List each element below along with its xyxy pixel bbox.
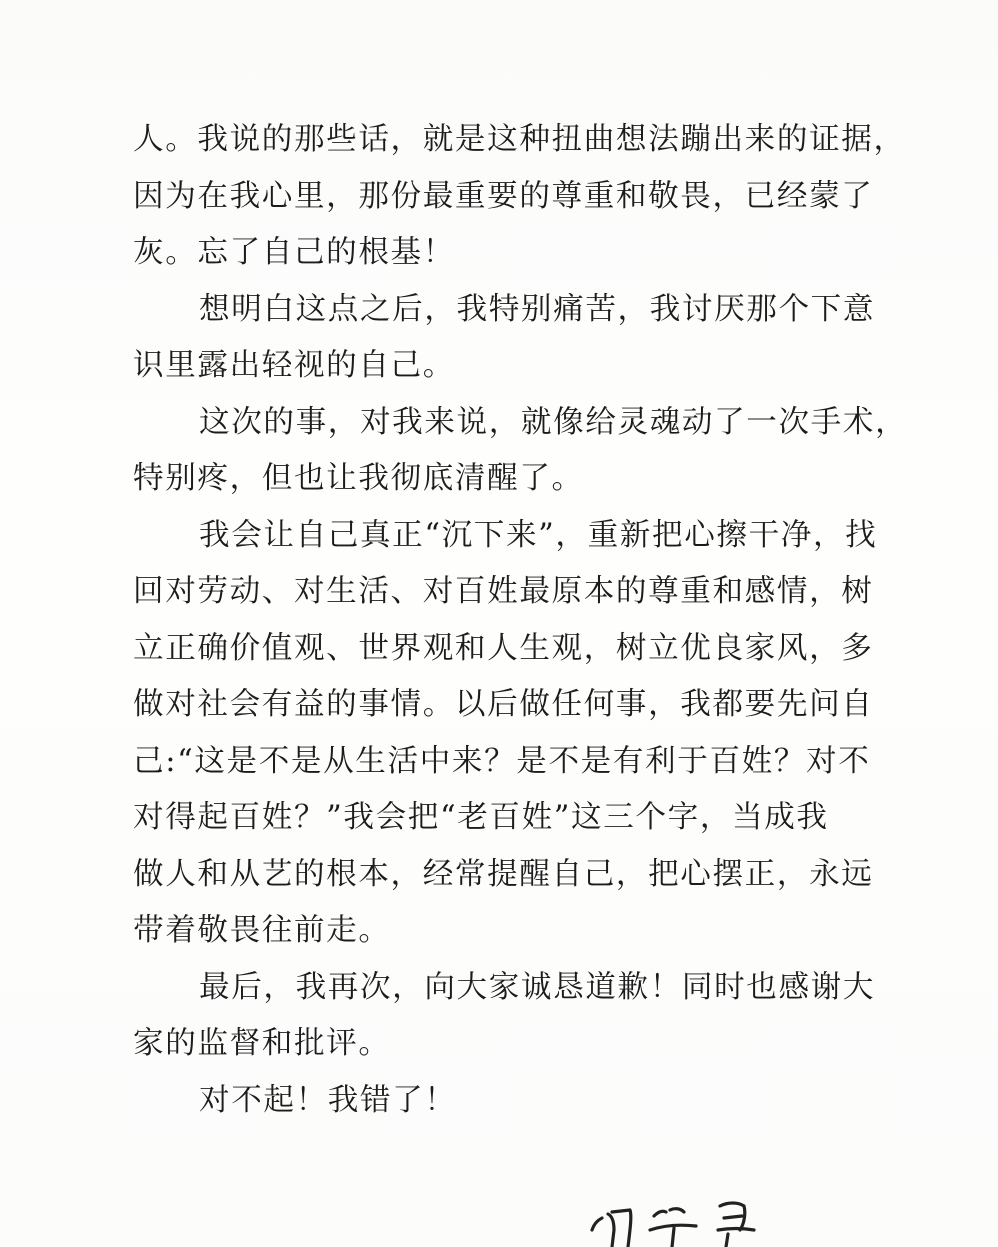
text-line: 带着敬畏往前走。 <box>133 913 391 948</box>
paragraph-start-line: 这次的事，对我来说，就像给灵魂动了一次手术， <box>199 404 908 440</box>
text-line: 做对社会有益的事情。以后做任何事，我都要先问自 <box>133 687 874 722</box>
text-line: 识里露出轻视的自己。 <box>133 348 455 383</box>
closing-line: 对不起！我错了！ <box>199 1082 457 1118</box>
paragraph-start-line: 我会让自己真正“沉下来”，重新把心擦干净，找 <box>199 517 878 553</box>
text-line: 对得起百姓？”我会把“老百姓”这三个字，当成我 <box>133 800 829 835</box>
handwritten-signature <box>578 1190 778 1247</box>
text-line: 己:“这是不是从生活中来？是不是有利于百姓？对不 <box>133 743 871 779</box>
text-line: 立正确价值观、世界观和人生观，树立优良家风，多 <box>133 630 874 666</box>
text-line: 人。我说的那些话，就是这种扭曲想法蹦出来的证据， <box>133 122 906 157</box>
text-line: 家的监督和批评。 <box>133 1026 391 1061</box>
text-line: 灰。忘了自己的根基！ <box>133 235 455 270</box>
paragraph-start-line: 最后，我再次，向大家诚恳道歉！同时也感谢大 <box>199 969 876 1005</box>
text-line: 特别疼，但也让我彻底清醒了。 <box>133 461 584 496</box>
text-line: 回对劳动、对生活、对百姓最原本的尊重和感情，树 <box>133 574 874 609</box>
letter-body <box>133 112 908 1129</box>
text-line: 因为在我心里，那份最重要的尊重和敬畏，已经蒙了 <box>133 178 874 214</box>
paragraph-start-line: 想明白这点之后，我特别痛苦，我讨厌那个下意 <box>199 291 876 327</box>
text-line: 做人和从艺的根本，经常提醒自己，把心摆正，永远 <box>133 856 874 892</box>
